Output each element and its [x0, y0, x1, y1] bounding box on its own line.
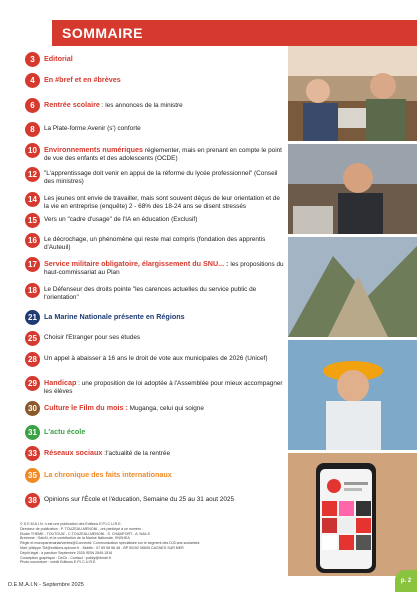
toc-entry-text	[44, 216, 284, 224]
toc-entry-segment: La Marine Nationale présente en Régions	[44, 312, 185, 321]
toc-entry-segment: Service militaire obligatoire, élargissement du SNU... :	[44, 259, 229, 268]
toc-entry-segment: Vers un "cadre d'usage" de l'IA en éducation (Exclusif)	[44, 216, 198, 223]
toc-entry-text	[44, 496, 284, 504]
toc-entry-segment: : les annonces de la ministre	[99, 102, 183, 109]
toc-entry-text	[44, 146, 284, 163]
toc-entry-segment: "L'apprentissage doit venir en appui de la réforme du lycée professionnel" (Conseil des ministres)	[44, 170, 278, 185]
toc-entry-text	[44, 428, 284, 437]
page-number-badge: 10	[25, 143, 40, 158]
page-number-badge: 38	[25, 493, 40, 508]
toc-entry-segment: Editorial	[44, 54, 73, 63]
toc-entry-text	[44, 334, 284, 342]
credit-line: Régie et monopartenariat/ventes@Connectd: Communication spécialisée sur le segment des DJ3 ans scolarisés	[20, 541, 200, 546]
page-number-badge: 6	[25, 98, 40, 113]
credit-line: © D.E.M.A.I.N. n est une publication des Editions E.P.I.C.U.R.E.	[20, 522, 122, 526]
toc-entry-segment: réglementer, mais en prenant en compte le point de vue des enfants et des adolescents (OCDE)	[44, 147, 282, 162]
toc-entry-text	[44, 170, 284, 186]
credit-line: Directeur de publication : P. TOUZEAU-MENONI - ont participé à ce numéro :	[20, 526, 144, 531]
toc-entry-segment: L'actu école	[44, 427, 86, 436]
page-number-badge: 35	[25, 468, 40, 483]
photo-collage	[288, 46, 417, 576]
toc-entry-text	[44, 195, 284, 211]
page-number-badge: 8	[25, 122, 40, 137]
credit-line: Bretonne : GalvN, et la contribution de la Marine Nationale, l'INSHEA	[20, 536, 130, 541]
page-number-badge: 30	[25, 401, 40, 416]
toc-entry-text	[44, 404, 284, 413]
footer-text: D.E.M.A.I.N - Septembre 2025	[8, 582, 84, 588]
page-number-badge: 31	[25, 425, 40, 440]
toc-entry-segment: :l'actualité de la rentrée	[102, 450, 170, 457]
photo-column	[288, 46, 417, 576]
credit-line: Mail: philippe.TM@editions-epicure.fr - Mobile : 07 89 98 56 48 - BP 50152 06605 CAGNES SUR MER	[20, 545, 184, 550]
toc-entry-segment: Le décrochage, un phénomène qui reste mal compris (fondation des apprentis d'Auteuil)	[44, 236, 266, 251]
toc-entry-text	[44, 55, 284, 64]
page-title: SOMMAIRE	[62, 25, 143, 41]
page-number-badge: 15	[25, 213, 40, 228]
toc-entry-text	[44, 286, 284, 302]
toc-entry-text	[44, 471, 284, 480]
toc-entry-segment: Les jeunes ont envie de travailler, mais sont souvent déçus de leur orientation et de la vie en entreprise (enquête) 2 - 68% des 18-24 ans se disent stressés	[44, 195, 280, 210]
credit-line: Photo couverture : crédit Editions E.P.I.C.U.R.E.	[20, 560, 97, 565]
toc-entry-segment: les propositions du haut-commissariat au Plan	[44, 261, 284, 276]
toc-entry-segment: : une proposition de loi adoptée à l'Assemblée pour mieux accompagner les élèves	[44, 380, 283, 395]
page-number-badge: 4	[25, 73, 40, 88]
toc-entry-segment: La chronique des faits internationaux	[44, 470, 172, 479]
toc-entry-segment: Rentrée scolaire	[44, 100, 100, 109]
toc-entry-text	[44, 76, 284, 85]
toc-entry-segment: Culture le Film du mois :	[44, 403, 128, 412]
toc-entry-segment: Choisir l'Etranger pour ses études	[44, 334, 141, 341]
toc-entry-text	[44, 101, 284, 110]
page-number-badge: 12	[25, 167, 40, 182]
toc-entry-text	[44, 449, 284, 458]
page-number-badge: 18	[25, 283, 40, 298]
toc-entry-segment: Environnements numériques	[44, 145, 144, 154]
toc-entry-segment: Un appel à abaisser à 16 ans le droit de vote aux municipales de 2026 (Unicef)	[44, 355, 268, 362]
page-number-badge: 25	[25, 331, 40, 346]
toc-entry-text	[44, 379, 284, 396]
toc-entry-text	[44, 313, 284, 322]
toc-entry-segment: Handicap	[44, 378, 77, 387]
page-number: p. 2	[395, 570, 417, 592]
credit-line: Conception graphique : DeCk - Contact : pubby@dmail.fr	[20, 555, 111, 560]
toc-entry-text	[44, 355, 284, 363]
toc-entry-text	[44, 125, 284, 133]
page-number-badge: 16	[25, 233, 40, 248]
toc-entry-segment: En #bref et en #brèves	[44, 75, 121, 84]
page-number-badge: 28	[25, 352, 40, 367]
toc-entry-text	[44, 260, 284, 277]
page-number-badge: 21	[25, 310, 40, 325]
credits	[20, 522, 290, 565]
toc-entry-text	[44, 236, 284, 252]
toc-entry-segment: Opinions sur l'École et l'éducation, Semaine du 25 au 31 aout 2025	[44, 496, 235, 503]
toc-entry-segment: Le Défenseur des droits pointe "les carences actuelles du service public de l'orientation"	[44, 286, 257, 301]
credit-line: Dépôt légal : à parution Septembre 2025 ISSN 2849-1516	[20, 550, 113, 555]
page-number-badge: 3	[25, 52, 40, 67]
page-number-badge: 17	[25, 257, 40, 272]
page-number-badge: 14	[25, 192, 40, 207]
credit-line: Elodie THEME - TOUTOUIZ - C.TOUZEAU-MENONI - S. CHAMFORT - A. NAILS	[20, 531, 150, 536]
toc-entry-segment: Muganga, celui qui soigne	[127, 405, 204, 412]
toc-entry-segment: La Plate-forme Avenir (s') conforte	[44, 125, 141, 132]
page-number-badge: 29	[25, 376, 40, 391]
page-number-badge: 33	[25, 446, 40, 461]
toc-entry-segment: Réseaux sociaux	[44, 448, 103, 457]
